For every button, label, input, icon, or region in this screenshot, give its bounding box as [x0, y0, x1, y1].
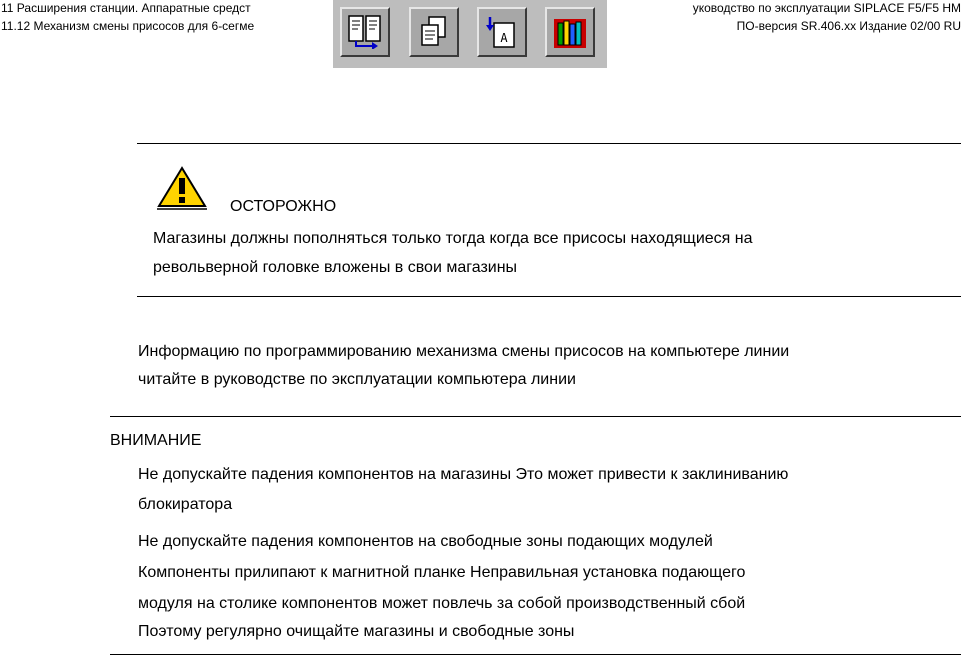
import-document-icon	[485, 15, 519, 49]
books-icon	[553, 15, 587, 49]
attention-top-rule	[110, 416, 961, 417]
attention-text-line: Поэтому регулярно очищайте магазины и свободные зоны	[138, 623, 575, 640]
caution-title: ОСТОРОЖНО	[230, 198, 337, 215]
toolbar-button-pages[interactable]	[409, 7, 459, 57]
toolbar-button-library[interactable]	[545, 7, 595, 57]
copy-pages-icon	[417, 15, 451, 49]
caution-bottom-rule	[137, 296, 961, 297]
header-chapter: 11 Расширения станции. Аппаратные средст	[1, 1, 251, 15]
svg-text:A: A	[500, 31, 508, 45]
header-manual-title: уководство по эксплуатации SIPLACE F5/F5 HM	[692, 1, 961, 15]
caution-top-rule	[137, 143, 961, 144]
caution-text-line: Магазины должны пополняться только тогда когда все присосы находящиеся на	[153, 230, 753, 247]
attention-bottom-rule	[110, 654, 961, 655]
info-text-line: читайте в руководстве по эксплуатации компьютера линии	[138, 371, 576, 388]
attention-title: ВНИМАНИЕ	[110, 432, 202, 449]
columns-layout-icon	[348, 15, 382, 49]
header-section: 11.12 Механизм смены присосов для 6-сегме	[1, 19, 255, 33]
attention-text-line: Не допускайте падения компонентов на свободные зоны подающих модулей	[138, 533, 713, 550]
caution-text-line: револьверной головке вложены в свои магазины	[153, 259, 518, 276]
attention-text-line: Не допускайте падения компонентов на магазины Это может привести к заклиниванию	[138, 466, 789, 483]
attention-text-line: модуля на столике компонентов может повлечь за собой производственный сбой	[138, 595, 746, 612]
navigation-toolbar	[333, 0, 607, 68]
info-text-line: Информацию по программированию механизма смены присосов на компьютере линии	[138, 343, 790, 360]
warning-triangle-icon	[157, 166, 207, 210]
toolbar-button-import[interactable]	[477, 7, 527, 57]
header-version: ПО-версия SR.406.xx Издание 02/00 RU	[736, 19, 961, 33]
toolbar-button-contents[interactable]	[340, 7, 390, 57]
attention-text-line: блокиратора	[138, 496, 233, 513]
attention-text-line: Компоненты прилипают к магнитной планке Неправильная установка подающего	[138, 564, 746, 581]
